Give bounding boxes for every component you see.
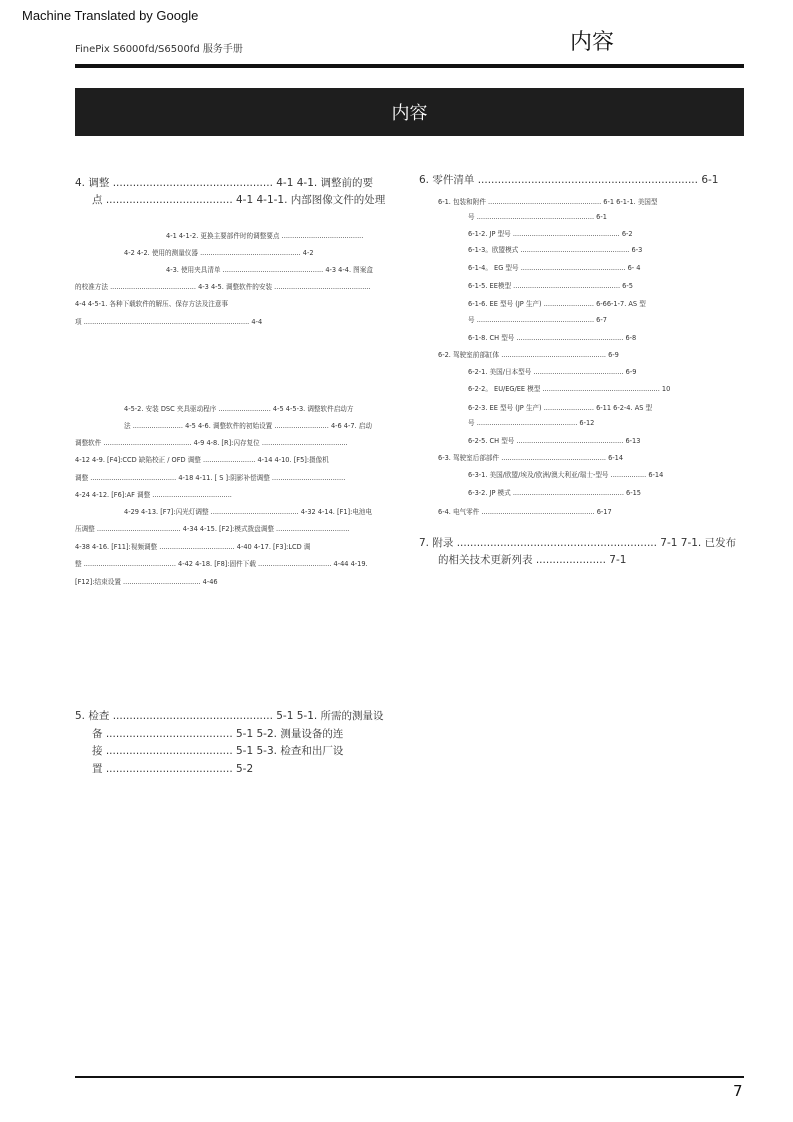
toc-entry[interactable]: 6-3-1. 美国/欧盟/埃及/欧洲/澳大利亚/瑞士-型号 ................. 6-14: [468, 471, 664, 479]
toc-entry[interactable]: 调整 ......................................... 4-18 4-11. [ S ]:阴影补偿调整 ...................................: [75, 474, 346, 482]
toc-entry[interactable]: 4. 调整 ................................................ 4-1 4-1. 调整前的要: [75, 177, 374, 189]
toc-entry[interactable]: 项 ............................................................................... 4-4: [75, 318, 263, 326]
toc-entry[interactable]: 6-1-5. EE模型 ................................................... 6-5: [468, 282, 633, 290]
toc-entry[interactable]: 6-1. 包装和附件 ...................................................... 6-1 6-1-1. 美国型: [438, 198, 658, 206]
page-number: 7: [733, 1082, 743, 1100]
toc-entry[interactable]: 4-12 4-9. [F4]:CCD 缺陷校正 / OFD 调整 ......................... 4-14 4-10. [F5]:摄像机: [75, 456, 329, 464]
toc-entry[interactable]: 6-2-2。 EU/EG/EE 模型 ........................................................ 10: [468, 385, 671, 393]
toc-entry[interactable]: 整 ............................................ 4-42 4-18. [F8]:固件下载 ................................... 4-44 4-19.: [75, 560, 368, 568]
toc-entry[interactable]: 6-1-6. EE 型号 (JP 生产) ........................ 6-66-1-7. AS 型: [468, 300, 646, 308]
contents-banner: [75, 88, 744, 136]
toc-entry[interactable]: 6-1-2. JP 型号 ................................................... 6-2: [468, 230, 633, 238]
toc-entry[interactable]: 6-3. 驾驶室后部部件 .................................................. 6-14: [438, 454, 624, 462]
toc-entry[interactable]: 接 ...................................... 5-1 5-3. 检查和出厂设: [92, 745, 344, 757]
toc-entry[interactable]: 4-2 4-2. 使用的测量仪器 ................................................ 4-2: [124, 249, 314, 257]
section-title: 内容: [570, 30, 615, 55]
toc-entry[interactable]: 点 ...................................... 4-1 4-1-1. 内部图像文件的处理: [92, 194, 386, 206]
top-rule: [75, 64, 744, 68]
toc-entry[interactable]: 的校准方法 ......................................... 4-3 4-5. 调整软件的安装 ..............................................: [75, 283, 371, 291]
toc-entry[interactable]: 7. 附录 ............................................................ 7-1 7-1. 已发布: [419, 537, 737, 549]
toc-entry[interactable]: 6-1-4。 EG 型号 .................................................. 6- 4: [468, 264, 641, 272]
bottom-rule: [75, 1076, 744, 1078]
toc-entry[interactable]: 6-2-5. CH 型号 ................................................... 6-13: [468, 437, 641, 445]
toc-entry[interactable]: 6-1-8. CH 型号 ................................................... 6-8: [468, 334, 637, 342]
toc-entry[interactable]: 6-4. 电气零件 ...................................................... 6-17: [438, 508, 612, 516]
toc-entry[interactable]: 4-4 4-5-1. 各种下载软件的解压、保存方法及注意事: [75, 300, 229, 308]
toc-entry[interactable]: 6-2-3. EE 型号 (JP 生产) ........................ 6-11 6-2-4. AS 型: [468, 404, 653, 412]
toc-entry[interactable]: 号 ........................................................ 6-7: [468, 316, 607, 324]
toc-entry[interactable]: 6-2. 驾驶室前部缸体 .................................................. 6-9: [438, 351, 619, 359]
toc-entry[interactable]: 置 ...................................... 5-2: [92, 763, 254, 775]
toc-entry[interactable]: 6-1-3。欧盟模式 .................................................... 6-3: [468, 246, 643, 254]
toc-entry[interactable]: 6. 零件清单 .................................................................. 6-1: [419, 174, 719, 186]
toc-entry[interactable]: 备 ...................................... 5-1 5-2. 测量设备的连: [92, 728, 344, 740]
toc-entry[interactable]: 号 ................................................ 6-12: [468, 419, 595, 427]
toc-entry[interactable]: 法 ........................ 4-5 4-6. 调整软件的初始设置 .......................... 4-6 4-7. 启动: [124, 422, 372, 430]
toc-entry[interactable]: 4-24 4-12. [F6]:AF 调整 ......................................: [75, 491, 232, 499]
toc-entry[interactable]: 4-38 4-16. [F11]:视频调整 .................................... 4-40 4-17. [F3]:LCD 调: [75, 543, 311, 551]
toc-entry[interactable]: 6-2-1. 美国/日本型号 ........................................... 6-9: [468, 368, 637, 376]
toc-entry[interactable]: 压调整 ........................................ 4-34 4-15. [F2]:模式拨盘调整 ...................................: [75, 525, 350, 533]
toc-entry[interactable]: 4-3. 使用夹具清单 ................................................ 4-3 4-4. 图案盒: [166, 266, 373, 274]
toc-entry[interactable]: 4-29 4-13. [F7]:闪光灯调整 .......................................... 4-32 4-14. [F1]:电池电: [124, 508, 373, 516]
machine-translation-watermark: Machine Translated by Google: [22, 8, 199, 23]
banner-title: 内容: [391, 103, 428, 124]
toc-entry[interactable]: 的相关技术更新列表 ..................... 7-1: [438, 554, 627, 566]
toc-entry[interactable]: 4-5-2. 安装 DSC 夹具驱动程序 ......................... 4-5 4-5-3. 调整软件启动方: [124, 405, 354, 413]
toc-entry[interactable]: 6-3-2. JP 模式 ..................................................... 6-15: [468, 489, 641, 497]
toc-entry[interactable]: 4-1 4-1-2. 更换主要部件时的调整要点 .......................................: [166, 232, 364, 240]
manual-title: FinePix S6000fd/S6500fd 服务手册: [75, 44, 243, 55]
toc-entry[interactable]: 5. 检查 ................................................ 5-1 5-1. 所需的测量设: [75, 710, 384, 722]
toc-entry[interactable]: 调整软件 .......................................... 4-9 4-8. [R]:闪存复位 .........................................: [75, 439, 348, 447]
toc-entry[interactable]: 号 ........................................................ 6-1: [468, 213, 607, 221]
toc-entry[interactable]: [F12]:结束设置 ..................................... 4-46: [75, 578, 218, 586]
